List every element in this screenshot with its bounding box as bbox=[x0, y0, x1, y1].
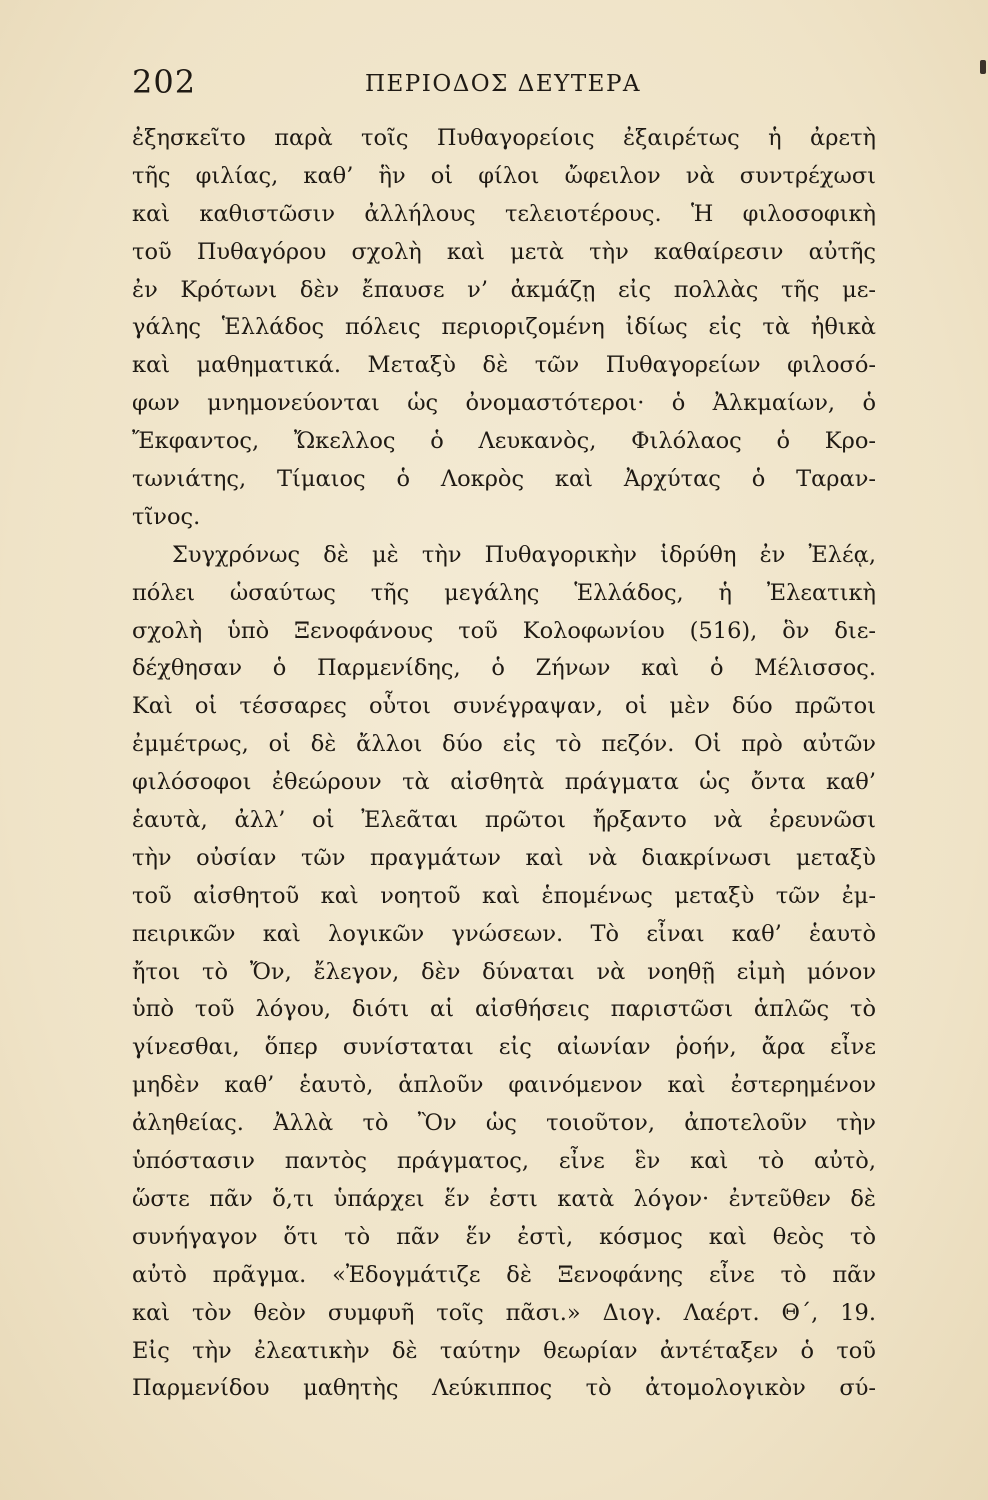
text-line: Καὶ οἱ τέσσαρες οὗτοι συνέγραψαν, οἱ μὲν δύο πρῶτοι bbox=[132, 693, 876, 720]
text-line: Συγχρόνως δὲ μὲ τὴν Πυθαγορικὴν ἱδρύθη ἐν Ἐλέᾳ, bbox=[172, 541, 876, 568]
text-line: φιλόσοφοι ἐθεώρουν τὰ αἰσθητὰ πράγματα ὡς ὄντα καθ’ bbox=[132, 769, 876, 796]
text-line: ἐμμέτρως, οἱ δὲ ἄλλοι δύο εἰς τὸ πεζόν. Οἱ πρὸ αὐτῶν bbox=[132, 731, 876, 758]
text-line: καὶ τὸν θεὸν συμφυῆ τοῖς πᾶσι.» Διογ. Λαέρτ. Θ΄, 19. bbox=[132, 1299, 876, 1326]
text-line: τῆς φιλίας, καθ’ ἣν οἱ φίλοι ὤφειλον νὰ συντρέχωσι bbox=[132, 162, 876, 189]
text-line: αὐτὸ πρᾶγμα. «Ἐδογμάτιζε δὲ Ξενοφάνης εἶνε τὸ πᾶν bbox=[132, 1261, 876, 1288]
text-line: τωνιάτης, Τίμαιος ὁ Λοκρὸς καὶ Ἀρχύτας ὁ Ταραν- bbox=[132, 466, 876, 493]
text-line: ὑπὸ τοῦ λόγου, διότι αἱ αἰσθήσεις παριστῶσι ἁπλῶς τὸ bbox=[132, 996, 876, 1023]
text-line: καὶ μαθηματικά. Μεταξὺ δὲ τῶν Πυθαγορείων φιλοσό- bbox=[132, 352, 876, 379]
text-line: συνήγαγον ὅτι τὸ πᾶν ἕν ἐστὶ, κόσμος καὶ θεὸς τὸ bbox=[132, 1223, 876, 1250]
text-line: ἐξησκεῖτο παρὰ τοῖς Πυθαγορείοις ἐξαιρέτως ἡ ἀρετὴ bbox=[132, 125, 876, 151]
text-line: Ἔκφαντος, Ὤκελλος ὁ Λευκανὸς, Φιλόλαος ὁ Κρο- bbox=[132, 428, 876, 455]
page-header bbox=[132, 62, 874, 102]
text-line: Εἰς τὴν ἐλεατικὴν δὲ ταύτην θεωρίαν ἀντέταξεν ὁ τοῦ bbox=[132, 1337, 876, 1364]
text-line: καὶ καθιστῶσιν ἀλλήλους τελειοτέρους. Ἡ φιλοσοφικὴ bbox=[132, 200, 876, 227]
text-line: γίνεσθαι, ὅπερ συνίσταται εἰς αἰωνίαν ῥοήν, ἄρα εἶνε bbox=[132, 1034, 876, 1061]
text-line: ἐν Κρότωνι δὲν ἔπαυσε ν’ ἀκμάζῃ εἰς πολλὰς τῆς με- bbox=[132, 276, 876, 303]
text-line: τῖνος. bbox=[132, 503, 201, 530]
text-line: δέχθησαν ὁ Παρμενίδης, ὁ Ζήνων καὶ ὁ Μέλισσος. bbox=[132, 655, 876, 682]
text-line: τοῦ αἰσθητοῦ καὶ νοητοῦ καὶ ἑπομένως μεταξὺ τῶν ἐμ- bbox=[132, 882, 876, 909]
body-text bbox=[132, 120, 876, 1408]
text-line: μηδὲν καθ’ ἑαυτὸ, ἁπλοῦν φαινόμενον καὶ ἐστερημένον bbox=[132, 1072, 876, 1099]
text-line: ἤτοι τὸ Ὄν, ἔλεγον, δὲν δύναται νὰ νοηθῇ εἰμὴ μόνον bbox=[132, 958, 876, 985]
text-line: ἑαυτὰ, ἀλλ’ οἱ Ἐλεᾶται πρῶτοι ἤρξαντο νὰ ἐρευνῶσι bbox=[132, 807, 876, 834]
text-line: σχολὴ ὑπὸ Ξενοφάνους τοῦ Κολοφωνίου (516), ὃν διε- bbox=[132, 617, 876, 644]
text-line: γάλης Ἑλλάδος πόλεις περιοριζομένη ἰδίως εἰς τὰ ἠθικὰ bbox=[132, 314, 876, 341]
running-title: ΠΕΡΙΟΔΟΣ ΔΕΥΤΕΡΑ bbox=[364, 71, 642, 97]
text-line: πόλει ὡσαύτως τῆς μεγάλης Ἑλλάδος, ἡ Ἐλεατικὴ bbox=[132, 579, 876, 606]
text-line: ὑπόστασιν παντὸς πράγματος, εἶνε ἓν καὶ τὸ αὐτὸ, bbox=[132, 1148, 876, 1175]
text-line: ἀληθείας. Ἀλλὰ τὸ Ὂν ὡς τοιοῦτον, ἀποτελοῦν τὴν bbox=[132, 1110, 876, 1137]
text-line: φων μνημονεύονται ὡς ὀνομαστότεροι· ὁ Ἀλκμαίων, ὁ bbox=[132, 390, 876, 417]
page-number: 202 bbox=[132, 63, 197, 101]
text-line: Παρμενίδου μαθητὴς Λεύκιππος τὸ ἀτομολογικὸν σύ- bbox=[132, 1375, 876, 1402]
text-line: πειρικῶν καὶ λογικῶν γνώσεων. Τὸ εἶναι καθ’ ἑαυτὸ bbox=[132, 920, 876, 947]
text-line: τὴν οὐσίαν τῶν πραγμάτων καὶ νὰ διακρίνωσι μεταξὺ bbox=[132, 844, 876, 871]
edge-mark bbox=[980, 60, 986, 74]
text-line: ὥστε πᾶν ὅ,τι ὑπάρχει ἕν ἐστι κατὰ λόγον· ἐντεῦθεν δὲ bbox=[132, 1185, 876, 1212]
text-line: τοῦ Πυθαγόρου σχολὴ καὶ μετὰ τὴν καθαίρεσιν αὐτῆς bbox=[132, 238, 876, 265]
